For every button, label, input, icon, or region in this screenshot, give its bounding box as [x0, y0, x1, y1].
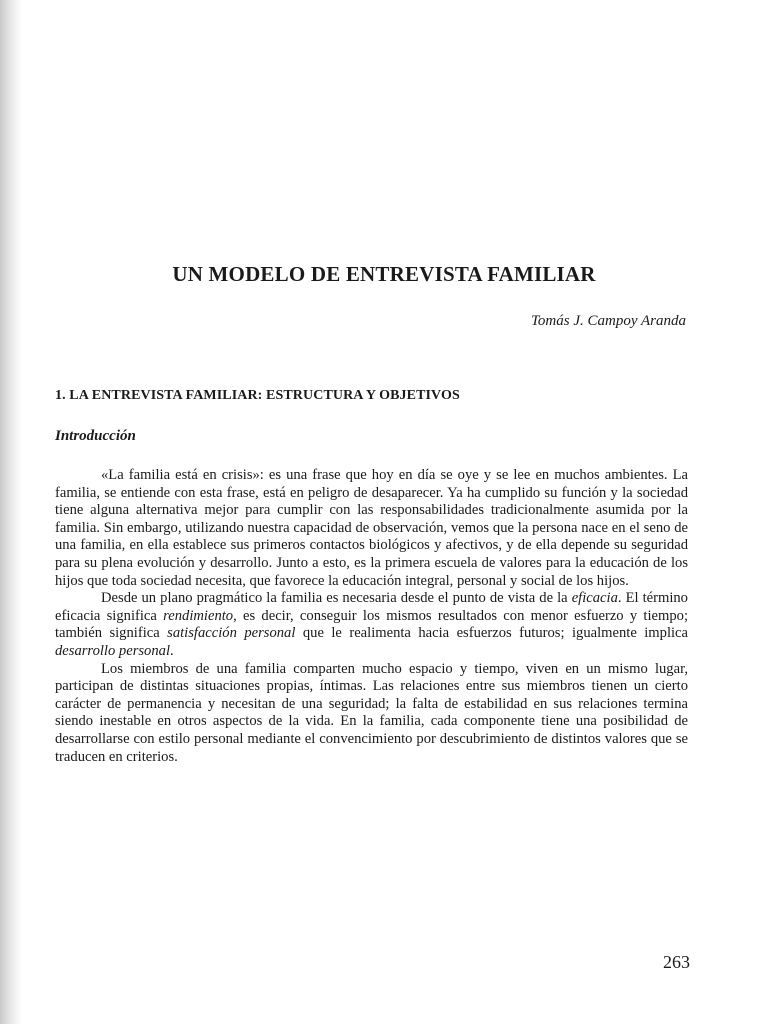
paragraph-2-text-4: que le realimenta hacia esfuerzos futuros; igualmente implica [295, 625, 689, 642]
term-eficacia: eficacia [571, 590, 618, 607]
paragraph-2 [55, 590, 688, 660]
document-title: UN MODELO DE ENTREVISTA FAMILIAR [172, 262, 596, 286]
body-text [55, 467, 688, 766]
paragraph-2-text-2: . El término eficacia significa [55, 590, 688, 624]
paragraph-2-text-5: . [170, 642, 174, 659]
paragraph-1 [55, 467, 688, 590]
paragraph-2-text-3: , es decir, conseguir los mismos resultados con menor esfuerzo y tiempo; también significa [55, 607, 688, 642]
paragraph-3 [55, 661, 688, 767]
paragraph-3-text: Los miembros de una familia comparten mucho espacio y tiempo, viven en un mismo lugar, participan de distintas situaciones propias, íntimas. Las relaciones entre sus miembros tienen un cierto carácter de permanencia y necesitan de una seguridad; la falta de estabilidad en sus relaciones termina siendo inestable en otros aspectos de la vida. En la familia, cada componente tiene una posibilidad de desarrollarse con estilo personal mediante el convencimiento por descubrimiento de distintos valores que se traducen en criterios. [55, 660, 688, 765]
subsection-heading: Introducción [55, 428, 136, 444]
term-satisfaccion-personal: satisfacción personal [167, 625, 296, 642]
term-desarrollo-personal: desarrollo personal [55, 642, 170, 659]
paragraph-2-text-1: Desde un plano pragmático la familia es necesaria desde el punto de vista de la [101, 590, 572, 607]
page-number: 263 [663, 952, 690, 972]
author-name: Tomás J. Campoy Aranda [530, 313, 686, 329]
section-heading: 1. LA ENTREVISTA FAMILIAR: ESTRUCTURA Y OBJETIVOS [55, 388, 460, 403]
term-rendimiento: rendimiento [163, 607, 234, 624]
paragraph-1-text: «La familia está en crisis»: es una frase que hoy en día se oye y se lee en muchos ambientes. La familia, se entiende con esta frase, está en peligro de desaparecer. Ya ha cumplido su función y la sociedad tiene alguna alternativa mejor para cumplir con las responsabilidades tradicionalmente asumida por la familia. Sin embargo, utilizando nuestra capacidad de observación, vemos que la persona nace en el seno de una familia, en ella establece sus primeros contactos biológicos y afectivos, y de ella depende su seguridad para su plena evolución y desarrollo. Junto a esto, es la primera escuela de valores para la educación de los hijos que toda sociedad necesita, que favorece la educación integral, personal y social de los hijos. [55, 467, 688, 589]
